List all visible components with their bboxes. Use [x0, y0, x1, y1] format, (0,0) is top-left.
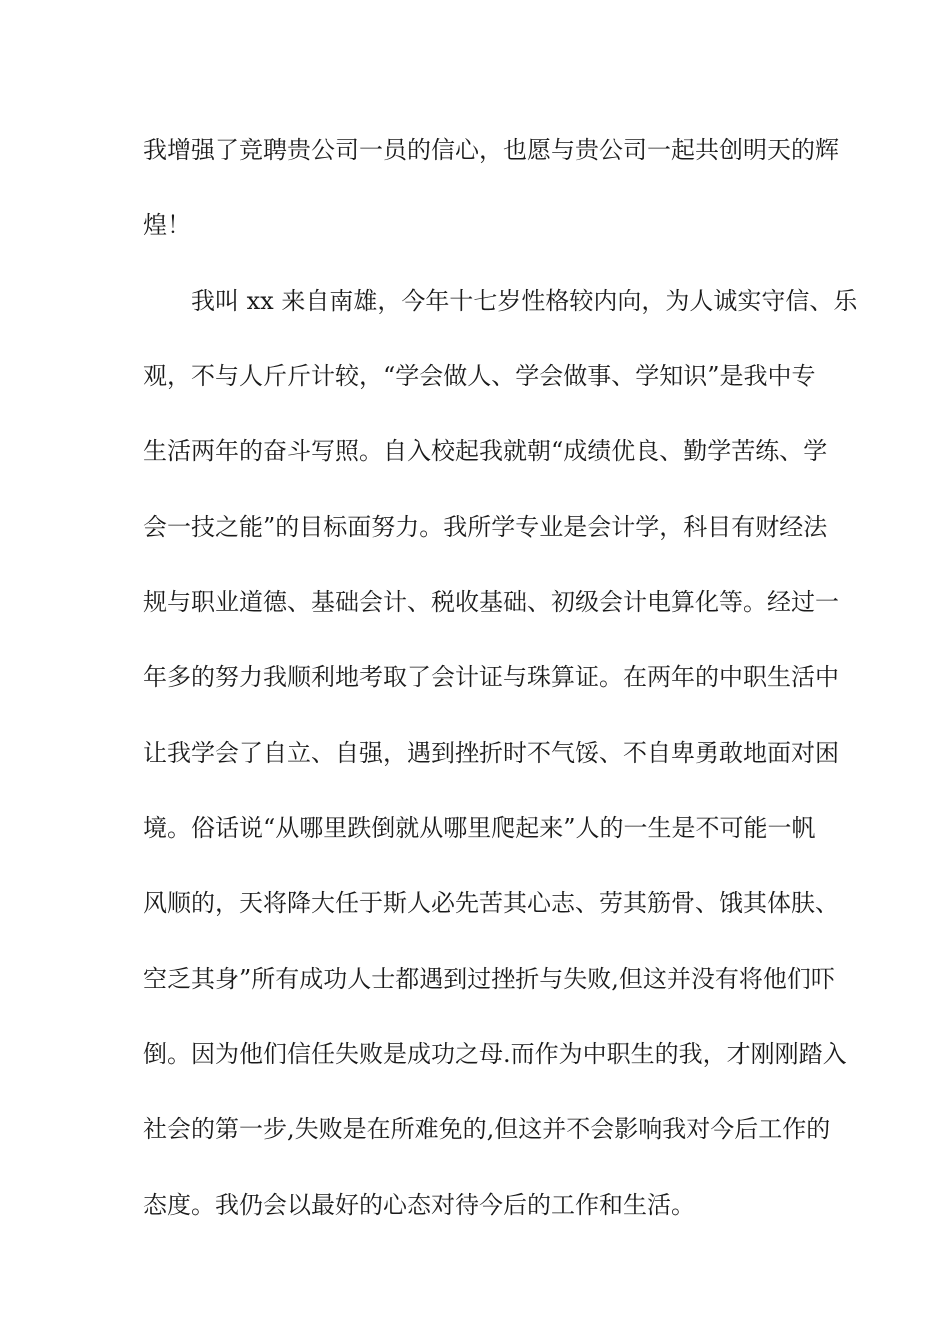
text-line: 倒。因为他们信任失败是成功之母.而作为中职生的我，才刚刚踏入: [143, 1040, 847, 1068]
text-line: 会一技之能”的目标面努力。我所学专业是会计学，科目有财经法: [143, 513, 828, 541]
text-line: 观，不与人斤斤计较，“学会做人、学会做事、学知识”是我中专: [143, 362, 816, 390]
text-line: 让我学会了自立、自强，遇到挫折时不气馁、不自卑勇敢地面对困: [143, 739, 839, 767]
text-line: 境。俗话说“从哪里跌倒就从哪里爬起来”人的一生是不可能一帆: [143, 814, 816, 842]
text-line: 态度。我仍会以最好的心态对待今后的工作和生活。: [143, 1191, 695, 1219]
text-line: 我叫 xx 来自南雄，今年十七岁性格较内向，为人诚实守信、乐: [191, 287, 858, 315]
text-line: 生活两年的奋斗写照。自入校起我就朝“成绩优良、勤学苦练、学: [143, 437, 828, 465]
text-line: 风顺的，天将降大任于斯人必先苦其心志、劳其筋骨、饿其体肤、: [143, 889, 839, 917]
text-line: 煌！: [143, 211, 191, 239]
text-line: 规与职业道德、基础会计、税收基础、初级会计电算化等。经过一: [143, 588, 839, 616]
text-line: 社会的第一步,失败是在所难免的,但这并不会影响我对今后工作的: [143, 1115, 831, 1143]
text-line: 空乏其身”所有成功人士都遇到过挫折与失败,但这并没有将他们吓: [143, 965, 835, 993]
text-line: 我增强了竞聘贵公司一员的信心，也愿与贵公司一起共创明天的辉: [143, 136, 839, 164]
text-line: 年多的努力我顺利地考取了会计证与珠算证。在两年的中职生活中: [143, 663, 839, 691]
